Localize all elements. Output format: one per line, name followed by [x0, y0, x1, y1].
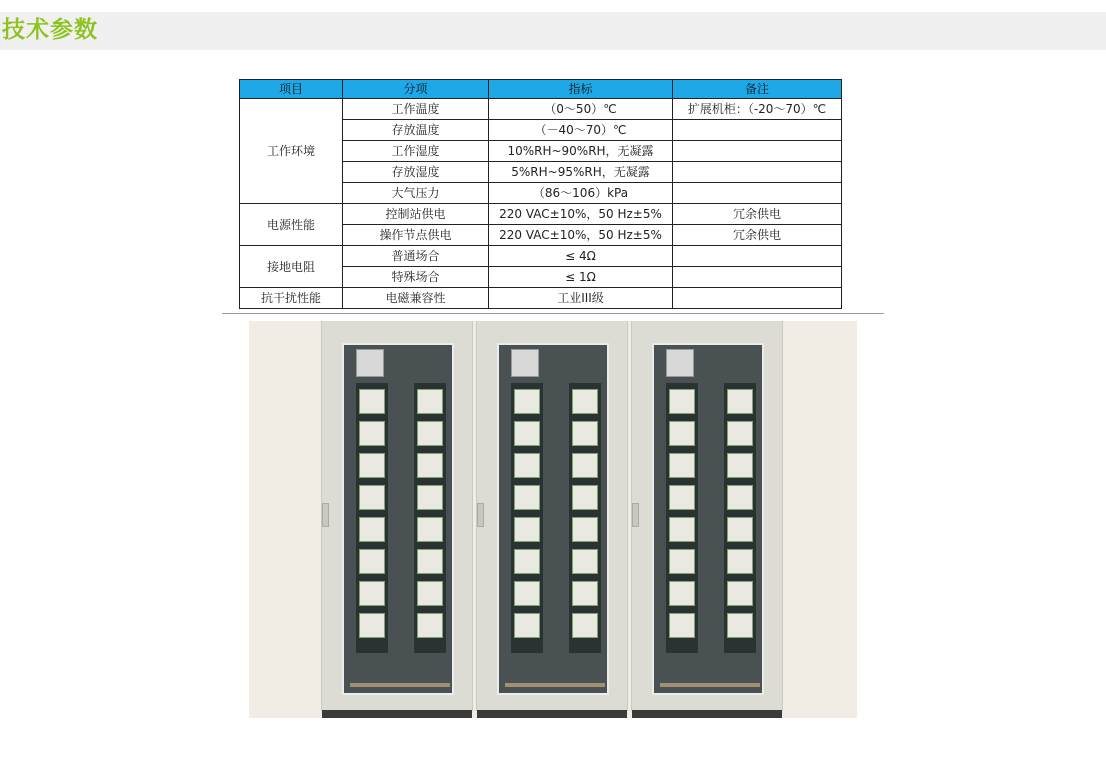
io-module	[669, 517, 695, 542]
io-module	[727, 389, 753, 414]
header-item: 分项	[343, 80, 489, 99]
cabinet-base	[322, 710, 472, 718]
cabinet-interior	[652, 343, 764, 695]
io-module	[417, 581, 443, 606]
category-cell: 抗干扰性能	[240, 288, 343, 309]
io-module	[572, 453, 598, 478]
io-module	[359, 613, 385, 638]
cabinet-handle	[632, 503, 639, 527]
io-module	[727, 421, 753, 446]
io-module	[359, 485, 385, 510]
io-module	[359, 549, 385, 574]
note-cell	[673, 162, 842, 183]
io-module	[669, 453, 695, 478]
item-cell: 工作温度	[343, 99, 489, 120]
io-module	[572, 389, 598, 414]
io-module	[727, 581, 753, 606]
note-cell: 冗余供电	[673, 204, 842, 225]
cabinet-handle	[477, 503, 484, 527]
io-module	[514, 485, 540, 510]
cabinet-base	[477, 710, 627, 718]
io-module	[669, 549, 695, 574]
table-header-row	[240, 80, 842, 99]
io-module	[359, 453, 385, 478]
io-module	[572, 421, 598, 446]
cabinet	[321, 321, 473, 711]
spec-cell: 220 VAC±10%，50 Hz±5%	[489, 225, 673, 246]
note-cell	[673, 288, 842, 309]
module-rail	[569, 383, 601, 653]
io-module	[572, 517, 598, 542]
table-row	[240, 99, 842, 120]
note-cell	[673, 120, 842, 141]
item-cell: 工作湿度	[343, 141, 489, 162]
io-module	[572, 581, 598, 606]
header-spec: 指标	[489, 80, 673, 99]
io-module	[417, 517, 443, 542]
module-rail	[666, 383, 698, 653]
module-rail	[511, 383, 543, 653]
spec-cell: 工业III级	[489, 288, 673, 309]
header-note: 备注	[673, 80, 842, 99]
io-module	[572, 549, 598, 574]
table-row	[240, 288, 842, 309]
io-module	[417, 549, 443, 574]
section-title: 技术参数	[2, 17, 98, 43]
io-module	[359, 581, 385, 606]
item-cell: 存放湿度	[343, 162, 489, 183]
io-module	[514, 581, 540, 606]
spec-cell: （0～50）℃	[489, 99, 673, 120]
io-module	[514, 421, 540, 446]
cabinet-interior	[497, 343, 609, 695]
io-module	[727, 517, 753, 542]
io-module	[514, 389, 540, 414]
note-cell	[673, 141, 842, 162]
spec-cell: 10%RH~90%RH，无凝露	[489, 141, 673, 162]
io-module	[727, 453, 753, 478]
section-header	[0, 12, 1106, 50]
header-category: 项目	[240, 80, 343, 99]
cabinet-interior	[342, 343, 454, 695]
item-cell: 特殊场合	[343, 267, 489, 288]
power-module	[511, 349, 539, 377]
io-module	[669, 485, 695, 510]
cabinet-photo	[249, 321, 857, 718]
item-cell: 普通场合	[343, 246, 489, 267]
io-module	[359, 421, 385, 446]
spec-table	[239, 79, 842, 309]
io-module	[417, 453, 443, 478]
io-module	[669, 389, 695, 414]
category-cell: 电源性能	[240, 204, 343, 246]
io-module	[669, 581, 695, 606]
module-rail	[414, 383, 446, 653]
io-module	[727, 549, 753, 574]
cabinet	[476, 321, 628, 711]
note-cell	[673, 183, 842, 204]
io-module	[727, 485, 753, 510]
category-cell: 接地电阻	[240, 246, 343, 288]
note-cell	[673, 246, 842, 267]
spec-cell: ≤ 1Ω	[489, 267, 673, 288]
spec-cell: 5%RH~95%RH，无凝露	[489, 162, 673, 183]
note-cell: 扩展机柜：（-20～70）℃	[673, 99, 842, 120]
io-module	[417, 421, 443, 446]
spec-cell: ≤ 4Ω	[489, 246, 673, 267]
io-module	[669, 613, 695, 638]
item-cell: 控制站供电	[343, 204, 489, 225]
cabinet-base	[632, 710, 782, 718]
item-cell: 大气压力	[343, 183, 489, 204]
io-module	[669, 421, 695, 446]
io-module	[359, 517, 385, 542]
item-cell: 电磁兼容性	[343, 288, 489, 309]
io-module	[514, 613, 540, 638]
io-module	[359, 389, 385, 414]
spec-cell: 220 VAC±10%，50 Hz±5%	[489, 204, 673, 225]
io-module	[572, 485, 598, 510]
busbar	[505, 683, 605, 687]
table-row	[240, 204, 842, 225]
module-rail	[724, 383, 756, 653]
io-module	[417, 613, 443, 638]
io-module	[514, 517, 540, 542]
power-module	[356, 349, 384, 377]
note-cell: 冗余供电	[673, 225, 842, 246]
spec-cell: （－40～70）℃	[489, 120, 673, 141]
busbar	[350, 683, 450, 687]
io-module	[727, 613, 753, 638]
module-rail	[356, 383, 388, 653]
cabinet	[631, 321, 783, 711]
item-cell: 存放温度	[343, 120, 489, 141]
io-module	[572, 613, 598, 638]
note-cell	[673, 267, 842, 288]
item-cell: 操作节点供电	[343, 225, 489, 246]
category-cell: 工作环境	[240, 99, 343, 204]
io-module	[514, 549, 540, 574]
table-row	[240, 246, 842, 267]
io-module	[417, 389, 443, 414]
io-module	[514, 453, 540, 478]
io-module	[417, 485, 443, 510]
divider-line	[222, 313, 884, 314]
power-module	[666, 349, 694, 377]
spec-cell: （86～106）kPa	[489, 183, 673, 204]
busbar	[660, 683, 760, 687]
cabinet-handle	[322, 503, 329, 527]
